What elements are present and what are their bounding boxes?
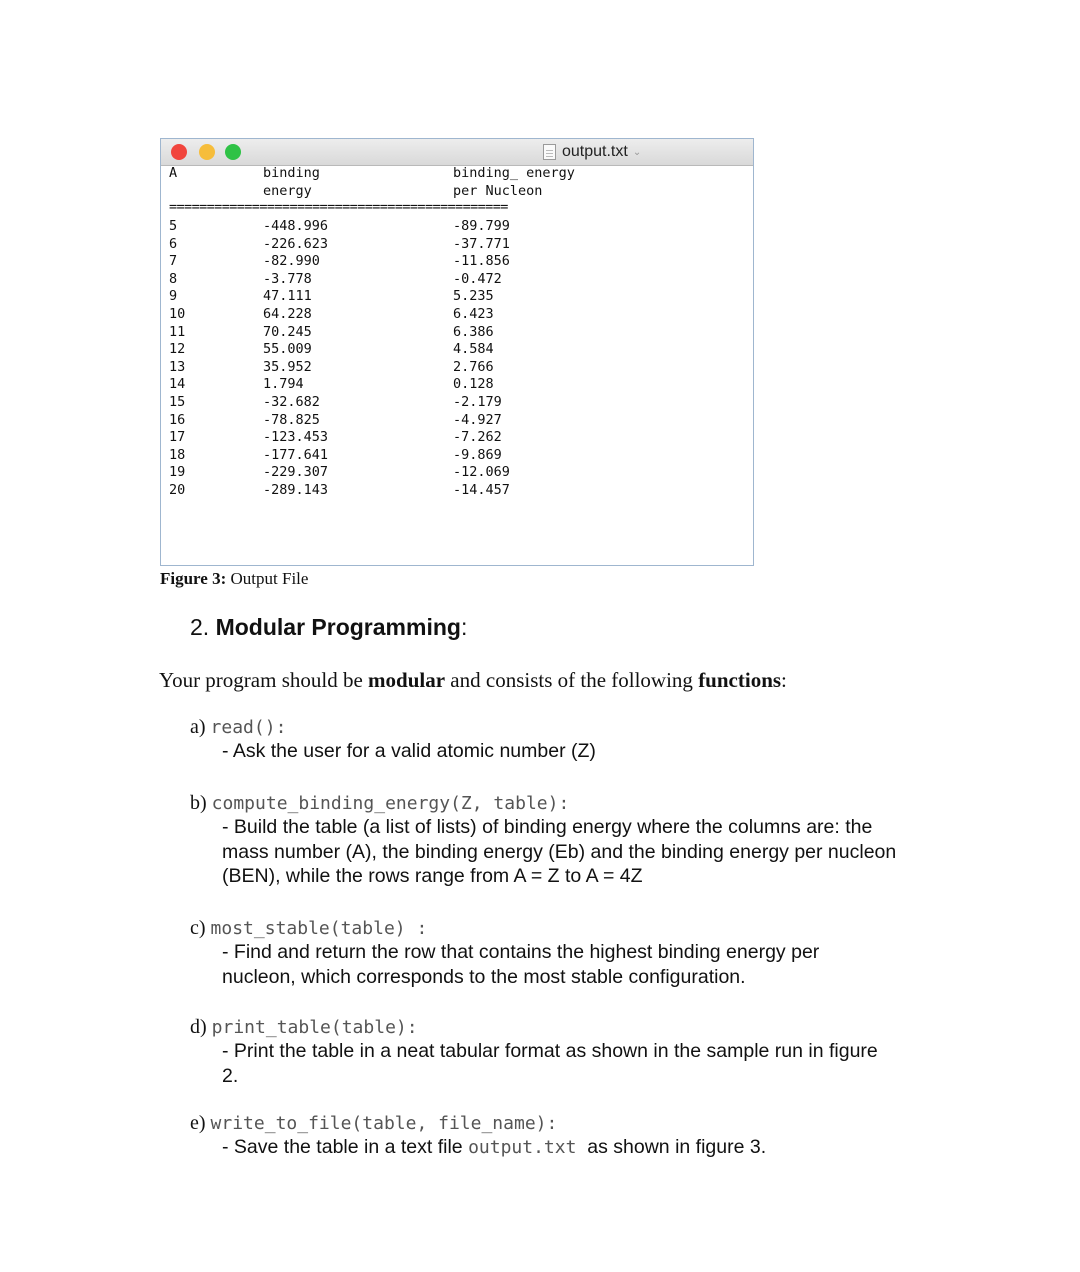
ben-cell: 5.235 [453, 288, 494, 305]
window-title[interactable] [543, 142, 641, 162]
chevron-down-icon[interactable]: ⌄ [632, 146, 642, 158]
mass-number-cell: 8 [169, 270, 178, 287]
binding-energy-cell: -289.143 [263, 481, 329, 498]
binding-energy-cell: -448.996 [263, 218, 329, 234]
binding-energy-cell: 35.952 [263, 358, 312, 375]
section-heading: 2. Modular Programming: [190, 614, 468, 640]
function-description: - Ask the user for a valid atomic number (Z) [222, 740, 596, 762]
ben-cell: 6.423 [453, 305, 494, 322]
mass-number-cell: 18 [169, 446, 186, 463]
function-signature: e) write_to_file(table, file_name): [190, 1112, 558, 1134]
file-content [169, 165, 753, 565]
ben-cell: 6.386 [453, 323, 494, 340]
ben-cell: -11.856 [453, 253, 510, 270]
function-description: - Print the table in a neat tabular format as shown in the sample run in figure 2. [222, 1040, 878, 1087]
mass-number-cell: 11 [169, 323, 186, 340]
function-item-write-to-file [190, 1112, 766, 1161]
header-binding-energy-per-nucleon: binding_ energy per Nucleon [453, 165, 575, 199]
mass-number-cell: 13 [169, 358, 186, 375]
column-mass-number [169, 218, 185, 500]
zoom-window-button[interactable] [225, 144, 241, 160]
column-ben [453, 218, 510, 500]
function-signature: a) read(): [190, 716, 287, 738]
close-window-button[interactable] [171, 144, 187, 160]
mass-number-cell: 5 [169, 218, 178, 234]
binding-energy-cell: 64.228 [263, 305, 312, 322]
mass-number-cell: 10 [169, 305, 186, 322]
mass-number-cell: 7 [169, 253, 178, 270]
binding-energy-cell: -3.778 [263, 270, 312, 287]
binding-energy-cell: -226.623 [263, 235, 329, 252]
binding-energy-cell: -123.453 [263, 429, 329, 446]
ben-cell: -37.771 [453, 235, 510, 252]
ben-cell: -12.069 [453, 464, 510, 481]
mass-number-cell: 20 [169, 481, 186, 498]
function-description: - Save the table in a text file output.txt as shown in figure 3. [222, 1136, 767, 1158]
ben-cell: 4.584 [453, 341, 494, 358]
mass-number-cell: 15 [169, 393, 186, 410]
binding-energy-cell: -78.825 [263, 411, 320, 428]
ben-cell: -9.869 [453, 446, 502, 463]
function-signature: c) most_stable(table) : [190, 917, 428, 939]
header-mass-number: A [169, 165, 178, 181]
function-item-compute-binding-energy [190, 792, 922, 889]
header-separator: ============================================= [169, 202, 508, 212]
function-item-read [190, 716, 596, 764]
binding-energy-cell: 47.111 [263, 288, 312, 305]
ben-cell: -0.472 [453, 270, 502, 287]
binding-energy-cell: -32.682 [263, 393, 320, 410]
mass-number-cell: 14 [169, 376, 186, 393]
intro-paragraph: Your program should be modular and consists of the following functions: [159, 668, 787, 692]
function-description: - Build the table (a list of lists) of binding energy where the columns are: the mass number (A), the binding energy (Eb) and the binding energy per nucleon (BEN), while the rows range from A = Z to A = 4Z [222, 816, 897, 887]
ben-cell: -4.927 [453, 411, 502, 428]
ben-cell: -2.179 [453, 393, 502, 410]
ben-cell: 2.766 [453, 358, 494, 375]
ben-cell: -89.799 [453, 218, 510, 234]
mass-number-cell: 9 [169, 288, 178, 305]
text-file-icon [543, 144, 556, 160]
binding-energy-cell: -82.990 [263, 253, 320, 270]
mass-number-cell: 12 [169, 341, 186, 358]
binding-energy-cell: -229.307 [263, 464, 329, 481]
function-item-most-stable [190, 917, 892, 989]
window-title-text: output.txt [562, 143, 628, 160]
mass-number-cell: 16 [169, 411, 186, 428]
ben-cell: 0.128 [453, 376, 494, 393]
function-signature: b) compute_binding_energy(Z, table): [190, 792, 570, 814]
mass-number-cell: 17 [169, 429, 186, 446]
function-signature: d) print_table(table): [190, 1016, 418, 1038]
ben-cell: -14.457 [453, 481, 510, 498]
binding-energy-cell: -177.641 [263, 446, 329, 463]
binding-energy-cell: 55.009 [263, 341, 312, 358]
inline-code-filename: output.txt [468, 1137, 577, 1158]
ben-cell: -7.262 [453, 429, 502, 446]
figure-caption: Figure 3: Output File [160, 569, 309, 588]
function-description: - Find and return the row that contains the highest binding energy per nucleon, which corresponds to the most stable configuration. [222, 941, 820, 988]
binding-energy-cell: 1.794 [263, 376, 304, 393]
window-titlebar [161, 139, 753, 166]
binding-energy-cell: 70.245 [263, 323, 312, 340]
output-file-window [160, 138, 754, 566]
function-item-print-table [190, 1016, 892, 1088]
column-binding-energy [263, 218, 328, 500]
mass-number-cell: 19 [169, 464, 186, 481]
minimize-window-button[interactable] [199, 144, 215, 160]
mass-number-cell: 6 [169, 235, 178, 252]
header-binding-energy: binding energy [263, 165, 320, 199]
